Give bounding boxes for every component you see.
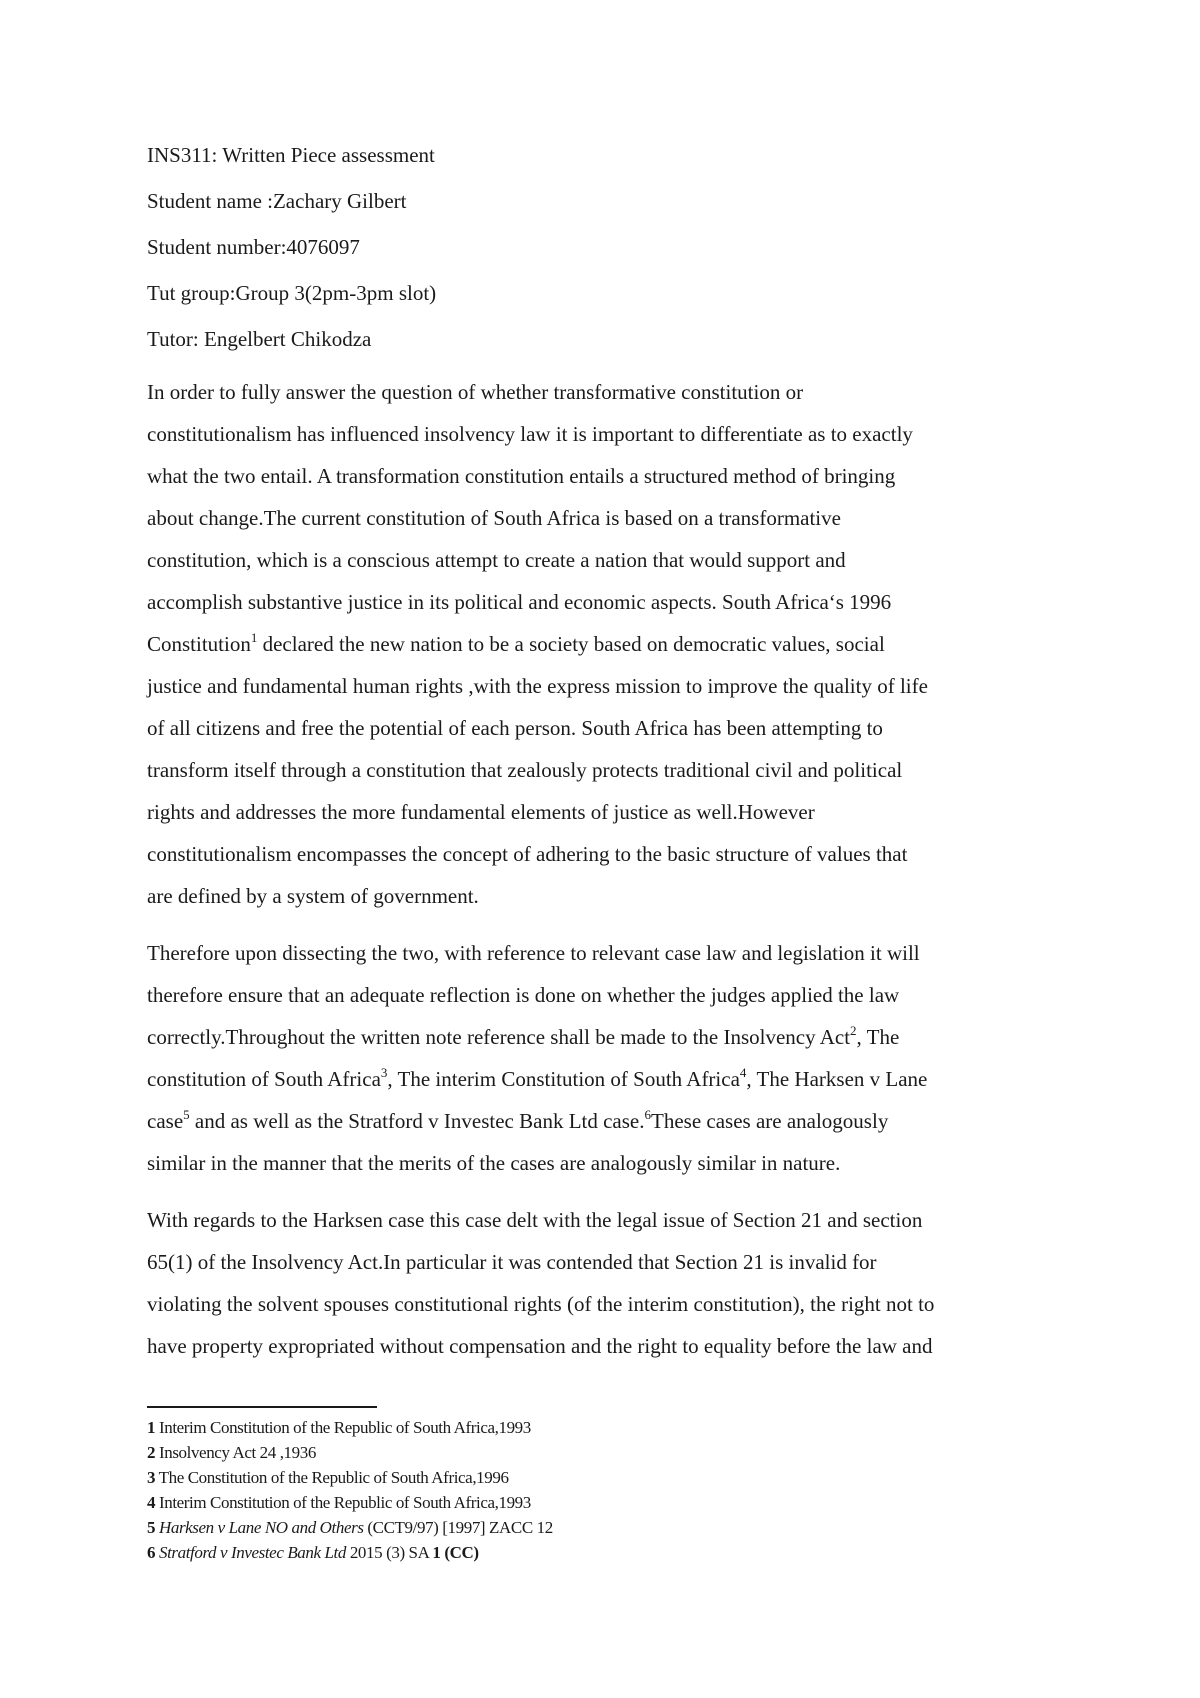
- text-line: constitutionalism encompasses the concept of adhering to the basic structure of values that: [147, 842, 908, 866]
- text-line: constitution, which is a conscious attempt to create a nation that would support and: [147, 548, 846, 572]
- student-number: Student number:4076097: [147, 235, 360, 259]
- footnote-3: [147, 1465, 553, 1490]
- footnote-number: 6: [147, 1543, 156, 1562]
- paragraph-1: [147, 382, 1067, 907]
- text-line: what the two entail. A transformation constitution entails a structured method of bringing: [147, 464, 896, 488]
- text-line: about change.The current constitution of South Africa is based on a transformative: [147, 506, 841, 530]
- footnote-number: 5: [147, 1518, 156, 1537]
- text-line: [147, 1107, 1067, 1133]
- document-header: [147, 145, 436, 375]
- text-line: With regards to the Harksen case this case delt with the legal issue of Section 21 and section: [147, 1208, 923, 1232]
- text-line: [147, 1023, 1067, 1049]
- footnote-ref-4[interactable]: 4: [739, 1065, 747, 1080]
- footnote-text: Interim Constitution of the Republic of South Africa,1993: [155, 1493, 531, 1512]
- footnote-ref-1[interactable]: 1: [250, 630, 258, 645]
- document-body: [147, 382, 1067, 1378]
- text-line: are defined by a system of government.: [147, 884, 479, 908]
- paragraph-3: [147, 1210, 1067, 1357]
- footnote-ref-3[interactable]: 3: [380, 1065, 388, 1080]
- text-line: [147, 630, 1067, 656]
- footnotes: [147, 1415, 553, 1565]
- text-run: declared the new nation to be a society based on democratic values, social: [257, 632, 885, 656]
- footnote-text: (CCT9/97) [1997] ZACC 12: [363, 1518, 553, 1537]
- text-line: justice and fundamental human rights ,with the express mission to improve the quality of life: [147, 674, 928, 698]
- footnote-number: 3: [147, 1468, 156, 1487]
- footnote-number: 1: [147, 1418, 156, 1437]
- text-run: case: [147, 1109, 184, 1133]
- footnote-case-name: Stratford v Investec Bank Ltd: [158, 1543, 346, 1562]
- footnote-4: [147, 1490, 553, 1515]
- text-run: constitution of South Africa: [147, 1067, 381, 1091]
- text-line: constitutionalism has influenced insolvency law it is important to differentiate as to exactly: [147, 422, 913, 446]
- tut-group: Tut group:Group 3(2pm-3pm slot): [147, 281, 437, 305]
- footnote-citation-bold: 1 (CC): [432, 1543, 479, 1562]
- text-run: , The: [856, 1025, 900, 1049]
- paragraph-2: [147, 943, 1067, 1174]
- text-line: have property expropriated without compensation and the right to equality before the law and: [147, 1334, 933, 1358]
- footnote-separator: [147, 1406, 377, 1408]
- text-line: of all citizens and free the potential of each person. South Africa has been attempting to: [147, 716, 883, 740]
- course-title: INS311: Written Piece assessment: [147, 143, 435, 167]
- text-line: similar in the manner that the merits of the cases are analogously similar in nature.: [147, 1151, 841, 1175]
- footnote-1: [147, 1415, 553, 1440]
- text-line: therefore ensure that an adequate reflection is done on whether the judges applied the law: [147, 983, 900, 1007]
- text-run: Constitution: [147, 632, 251, 656]
- footnote-text: The Constitution of the Republic of South Africa,1996: [155, 1468, 509, 1487]
- text-line: transform itself through a constitution that zealously protects traditional civil and political: [147, 758, 903, 782]
- text-line: 65(1) of the Insolvency Act.In particular it was contended that Section 21 is invalid for: [147, 1250, 877, 1274]
- footnote-ref-5[interactable]: 5: [183, 1107, 190, 1122]
- text-run: , The interim Constitution of South Africa: [387, 1067, 740, 1091]
- footnote-text: Insolvency Act 24 ,1936: [155, 1443, 316, 1462]
- text-line: accomplish substantive justice in its political and economic aspects. South Africa‘s 1996: [147, 590, 892, 614]
- text-run: correctly.Throughout the written note reference shall be made to the Insolvency Act: [147, 1025, 851, 1049]
- footnote-ref-6[interactable]: 6: [644, 1107, 651, 1122]
- footnote-case-name: Harksen v Lane NO and Others: [158, 1518, 364, 1537]
- footnote-number: 2: [147, 1443, 156, 1462]
- text-line: violating the solvent spouses constitutional rights (of the interim constitution), the right not to: [147, 1292, 935, 1316]
- text-run: These cases are analogously: [651, 1109, 889, 1133]
- text-run: , The Harksen v Lane: [746, 1067, 928, 1091]
- footnote-number: 4: [147, 1493, 156, 1512]
- text-line: [147, 1065, 1067, 1091]
- tutor: Tutor: Engelbert Chikodza: [147, 327, 372, 351]
- text-line: rights and addresses the more fundamental elements of justice as well.However: [147, 800, 815, 824]
- footnote-text: Interim Constitution of the Republic of South Africa,1993: [155, 1418, 531, 1437]
- text-run: and as well as the Stratford v Investec Bank Ltd case.: [189, 1109, 645, 1133]
- footnote-ref-2[interactable]: 2: [850, 1023, 857, 1038]
- footnote-2: [147, 1440, 553, 1465]
- text-line: In order to fully answer the question of whether transformative constitution or: [147, 380, 804, 404]
- footnote-text: 2015 (3) SA: [345, 1543, 433, 1562]
- footnote-6: [147, 1540, 553, 1565]
- text-line: Therefore upon dissecting the two, with reference to relevant case law and legislation it will: [147, 941, 920, 965]
- student-name: Student name :Zachary Gilbert: [147, 189, 407, 213]
- footnote-5: [147, 1515, 553, 1540]
